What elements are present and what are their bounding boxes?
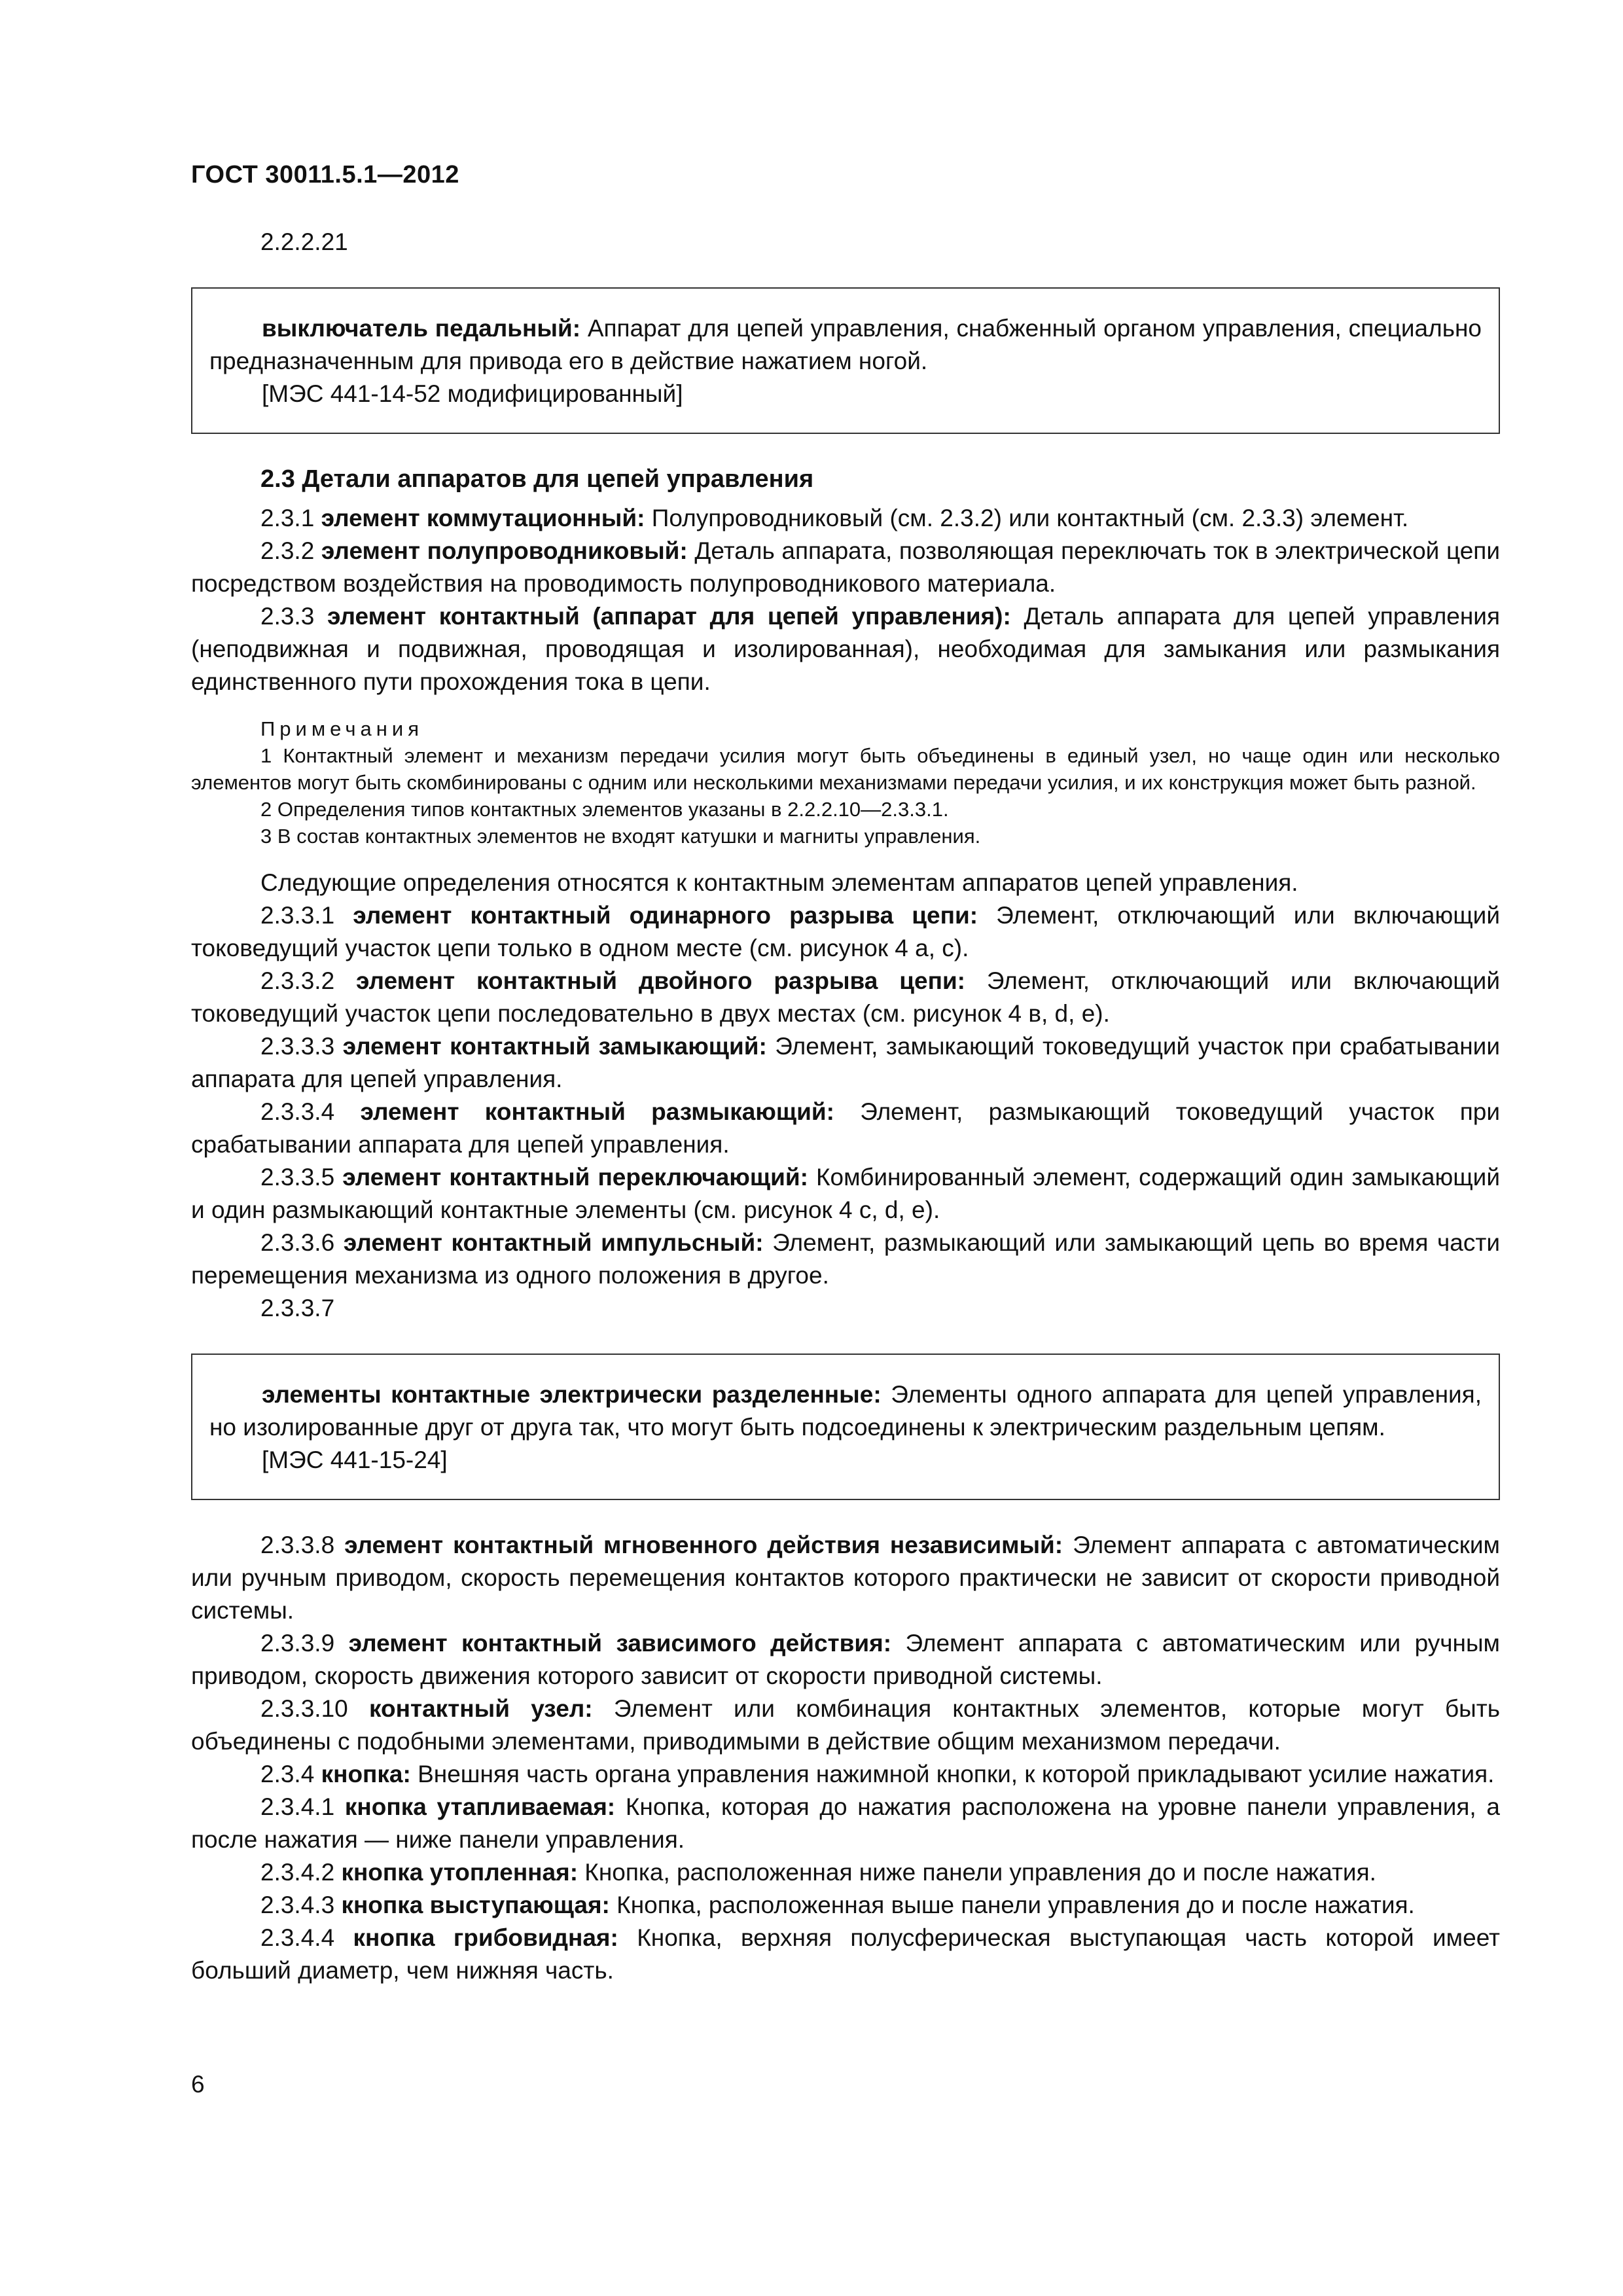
clause-term: элемент коммутационный: [321,505,645,531]
clause-2-3-4-3 [191,1889,1500,1922]
clause-2-3-3-5 [191,1161,1500,1227]
clause-number: 2.3.1 [260,505,321,531]
clause-number: 2.3.3.3 [260,1033,343,1060]
clause-term: элемент полупроводниковый: [321,537,688,564]
clause-number: 2.3.3 [260,603,327,630]
clause-2-3-3-9 [191,1627,1500,1693]
clause-term: кнопка утапливаемая: [344,1793,616,1820]
clause-number: 2.3.3.2 [260,967,357,994]
clause-number: 2.3.3.10 [260,1695,369,1722]
clause-term: элемент контактный импульсный: [343,1229,764,1256]
clause-text: Элемент, размыкающий токоведущий участок при срабатывании аппарата для цепей управления. [191,1098,1500,1158]
clause-number: 2.3.3.8 [260,1532,345,1558]
definition-text: Элементы одного аппарата для цепей управления, но изолированные друг от друга так, что могут быть подсоединены к электрическим раздельным цепям. [209,1381,1482,1441]
clause-text: Полупроводниковый (см. 2.3.2) или контактный (см. 2.3.3) элемент. [645,505,1409,531]
clause-text: Элемент, отключающий или включающий токоведущий участок цепи последовательно в двух местах (см. рисунок 4 в, d, e). [191,967,1500,1027]
clause-text: Элемент аппарата с автоматическим или ручным приводом, скорость перемещения контактов которого практически не зависит от скорости приводной системы. [191,1532,1500,1624]
clause-number: 2.3.4.3 [260,1892,342,1918]
clause-text: Внешняя часть органа управления нажимной кнопки, к которой прикладывают усилие нажатия. [410,1761,1495,1787]
clause-text: Кнопка, расположенная ниже панели управления до и после нажатия. [578,1859,1376,1886]
clause-number: 2.3.4.2 [260,1859,342,1886]
document-body [191,226,1500,1987]
definition-paragraph [209,312,1482,378]
clause-term: элемент контактный переключающий: [342,1164,808,1191]
clause-number: 2.3.3.9 [260,1630,349,1657]
definition-term: элементы контактные электрически разделенные: [262,1381,882,1408]
clause-number: 2.3.4.4 [260,1924,353,1951]
clause-2-3-4-4 [191,1922,1500,1987]
clause-2-3-4 [191,1758,1500,1791]
definition-box-pedal-switch [191,287,1500,434]
definition-reference: [МЭС 441-14-52 модифицированный] [262,380,683,407]
clause-text: Комбинированный элемент, содержащий один замыкающий и один размыкающий контактные элементы (см. рисунок 4 c, d, e). [191,1164,1500,1223]
section-title: 2.3 Детали аппаратов для цепей управления [260,465,814,493]
clause-term: элемент контактный размыкающий: [360,1098,834,1125]
note-item: 2 Определения типов контактных элементов указаны в 2.2.2.10—2.3.3.1. [260,798,949,821]
clause-term: элемент контактный одинарного разрыва цепи: [353,902,978,929]
clause-text: Элемент аппарата с автоматическим или ручным приводом, скорость движения которого зависит от скорости приводной системы. [191,1630,1500,1689]
clause-text: Деталь аппарата, позволяющая переключать ток в электрической цепи посредством воздействия на проводимость полупроводникового материала. [191,537,1501,597]
clause-2-3-3-8 [191,1529,1500,1627]
clause-number: 2.3.3.5 [260,1164,343,1191]
clause-term: элемент контактный (аппарат для цепей управления): [327,603,1011,630]
clause-text: Элемент, замыкающий токоведущий участок при срабатывании аппарата для цепей управления. [191,1033,1500,1092]
clause-number: 2.3.4 [260,1761,321,1787]
clause-term: кнопка выступающая: [341,1892,610,1918]
definition-reference: [МЭС 441-15-24] [262,1446,448,1473]
clause-term: элемент контактный двойного разрыва цепи: [356,967,966,994]
clause-2-3-3-10 [191,1693,1500,1758]
page-number: 6 [191,2071,205,2098]
definition-text: Аппарат для цепей управления, снабженный органом управления, специально предназначенным для привода его в действие нажатием ногой. [209,315,1482,374]
clause-term: контактный узел: [368,1695,593,1722]
clause-2-3-3-6 [191,1227,1500,1292]
clause-term: элемент контактный мгновенного действия независимый: [344,1532,1063,1558]
clause-2-3-3-3 [191,1030,1500,1096]
clause-number-2-2-2-21: 2.2.2.21 [260,228,348,255]
clause-text: Деталь аппарата для цепей управления (неподвижная и подвижная, проводящая и изолированная), необходимая для замыкания или размыкания единственного пути прохождения тока в цепи. [191,603,1500,695]
clause-text: Элемент, размыкающий или замыкающий цепь во время части перемещения механизма из одного положения в другое. [191,1229,1500,1289]
clause-text: Элемент, отключающий или включающий токоведущий участок цепи только в одном месте (см. рисунок 4 a, c). [191,902,1500,961]
clause-term: кнопка грибовидная: [353,1924,618,1951]
clause-term: кнопка утопленная: [341,1859,579,1886]
note-item: 3 В состав контактных элементов не входят катушки и магниты управления. [260,825,981,848]
clause-2-3-4-2 [191,1856,1500,1889]
definition-box-separated-contacts [191,1354,1500,1500]
notes-block [191,715,1500,850]
standard-header: ГОСТ 30011.5.1—2012 [191,161,459,188]
clause-text: Кнопка, расположенная выше панели управления до и после нажатия. [609,1892,1415,1918]
clause-number: 2.3.3.1 [260,902,353,929]
clause-text: Кнопка, верхняя полусферическая выступающая часть которой имеет больший диаметр, чем нижняя часть. [191,1924,1500,1984]
clause-number: 2.3.3.6 [260,1229,344,1256]
clause-number-2-3-3-7: 2.3.3.7 [260,1295,335,1321]
clause-2-3-2 [191,535,1500,600]
notes-title: Примечания [260,717,423,740]
clause-term: элемент контактный зависимого действия: [348,1630,892,1657]
clause-2-3-3-1 [191,899,1500,965]
definition-paragraph [209,1378,1482,1444]
clause-number: 2.3.3.4 [260,1098,361,1125]
clause-number: 2.3.2 [260,537,321,564]
intro-paragraph: Следующие определения относятся к контактным элементам аппаратов цепей управления. [260,869,1298,896]
clause-text: Элемент или комбинация контактных элементов, которые могут быть объединены с подобными элементами, приводимыми в действие общим механизмом передачи. [191,1695,1500,1755]
clause-2-3-3-4 [191,1096,1500,1161]
clause-2-3-1 [191,502,1500,535]
clause-2-3-4-1 [191,1791,1500,1856]
clause-text: Кнопка, которая до нажатия расположена на уровне панели управления, а после нажатия — ниже панели управления. [191,1793,1500,1853]
clause-2-3-3 [191,600,1500,698]
definition-term: выключатель педальный: [262,315,581,342]
clause-2-3-3-2 [191,965,1500,1030]
clause-term: кнопка: [321,1761,411,1787]
clause-number: 2.3.4.1 [260,1793,345,1820]
note-item: 1 Контактный элемент и механизм передачи усилия могут быть объединены в единый узел, но чаще один или несколько элементов могут быть скомбинированы с одним или несколькими механизмами передачи усилия, и их конструкция может быть разной. [191,744,1500,794]
clause-term: элемент контактный замыкающий: [342,1033,767,1060]
